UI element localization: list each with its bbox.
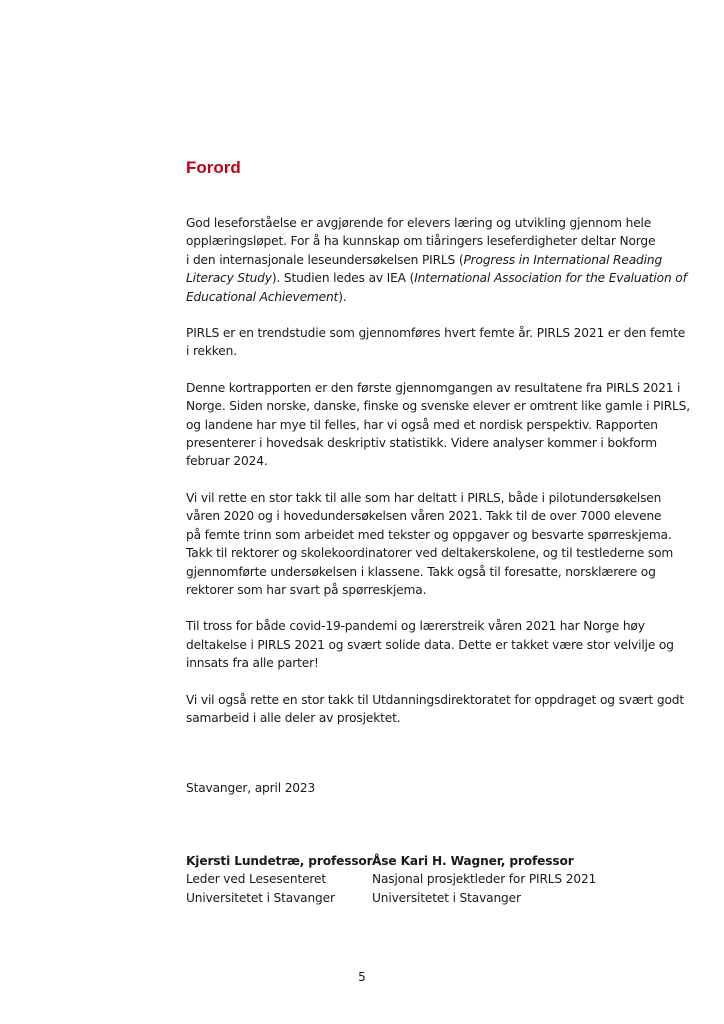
signatory-name: Kjersti Lundetræ, professor (186, 854, 373, 868)
signatory-institution: Universitetet i Stavanger (186, 890, 335, 905)
place-and-date: Stavanger, april 2023 (186, 781, 316, 795)
italic-segment: International Association for the Evaluation of (414, 271, 687, 286)
paragraph (186, 617, 674, 672)
text-line (186, 654, 656, 672)
text-line (186, 269, 687, 287)
text-line (186, 434, 656, 452)
text-segment: rektorer som har svart på spørreskjema. (186, 582, 427, 597)
text-segment: ). Studien ledes av IEA ( (271, 271, 415, 286)
paragraph (186, 214, 687, 306)
text-line (186, 232, 656, 250)
paragraph (186, 379, 690, 471)
text-segment: Til tross for både covid-19-pandemi og lærerstreik våren 2021 har Norge høy (186, 619, 645, 634)
signature-block (372, 852, 596, 907)
preface-body (186, 214, 690, 745)
paragraph (186, 324, 686, 361)
text-line (186, 581, 656, 599)
signatory-name: Åse Kari H. Wagner, professor (372, 854, 574, 868)
text-segment: i rekken. (186, 344, 237, 359)
text-line (186, 691, 684, 709)
text-line (186, 288, 656, 306)
paragraph (186, 691, 684, 728)
text-segment: opplæringsløpet. For å ha kunnskap om tiåringers leseferdigheter deltar Norge (186, 234, 656, 249)
text-segment: innsats fra alle parter! (186, 656, 319, 671)
text-line (186, 563, 656, 581)
text-line (186, 251, 663, 269)
signatory-role: Nasjonal prosjektleder for PIRLS 2021 (372, 872, 597, 887)
text-line (186, 452, 656, 470)
text-segment: februar 2024. (186, 454, 268, 469)
italic-segment: Literacy Study (186, 271, 272, 286)
text-line (186, 507, 662, 525)
text-segment: gjennomførte undersøkelsen i klassene. Takk også til foresatte, norsklærere og (186, 564, 656, 579)
text-line (186, 397, 690, 415)
text-segment: deltakelse i PIRLS 2021 og svært solide data. Dette er takket være stor velvilje og (186, 637, 674, 652)
text-segment: presenterer i hovedsak deskriptiv statistikk. Videre analyser kommer i bokform (186, 436, 657, 451)
text-line (186, 709, 656, 727)
italic-segment: Progress in International Reading (463, 252, 663, 267)
text-line (186, 544, 674, 562)
page-number: 5 (358, 970, 366, 984)
paragraph (186, 489, 674, 599)
text-segment: Norge. Siden norske, danske, finske og svenske elever er omtrent like gamle i PIRLS, (186, 399, 690, 414)
text-segment: på femte trinn som arbeidet med tekster og oppgaver og besvarte spørreskjema. (186, 527, 672, 542)
signature-block (186, 852, 373, 907)
text-line (186, 526, 672, 544)
text-segment: PIRLS er en trendstudie som gjennomføres hvert femte år. PIRLS 2021 er den femte (186, 326, 686, 341)
text-line (186, 214, 656, 232)
text-line (186, 324, 686, 342)
page-title: Forord (186, 158, 241, 177)
text-line (186, 416, 656, 434)
text-line (186, 617, 656, 635)
text-line (186, 342, 656, 360)
text-segment: våren 2020 og i hovedundersøkelsen våren 2021. Takk til de over 7000 elevene (186, 509, 662, 524)
text-segment: samarbeid i alle deler av prosjektet. (186, 710, 401, 725)
signatory-role: Leder ved Lesesenteret (186, 872, 327, 887)
text-segment: Denne kortrapporten er den første gjennomgangen av resultatene fra PIRLS 2021 i (186, 380, 681, 395)
text-segment: i den internasjonale leseundersøkelsen PIRLS ( (186, 252, 464, 267)
text-segment: Vi vil rette en stor takk til alle som har deltatt i PIRLS, både i pilotundersøkelsen (186, 490, 662, 505)
text-segment: ). (338, 289, 347, 304)
text-segment: og landene har mye til felles, har vi også med et nordisk perspektiv. Rapporten (186, 417, 658, 432)
text-line (186, 379, 681, 397)
text-line (186, 489, 662, 507)
text-segment: Vi vil også rette en stor takk til Utdanningsdirektoratet for oppdraget og svært godt (186, 692, 684, 707)
text-segment: Takk til rektorer og skolekoordinatorer ved deltakerskolene, og til testlederne som (186, 546, 674, 561)
signatory-institution: Universitetet i Stavanger (372, 890, 521, 905)
italic-segment: Educational Achievement (186, 289, 339, 304)
text-segment: God leseforståelse er avgjørende for elevers læring og utvikling gjennom hele (186, 216, 652, 230)
text-line (186, 636, 674, 654)
